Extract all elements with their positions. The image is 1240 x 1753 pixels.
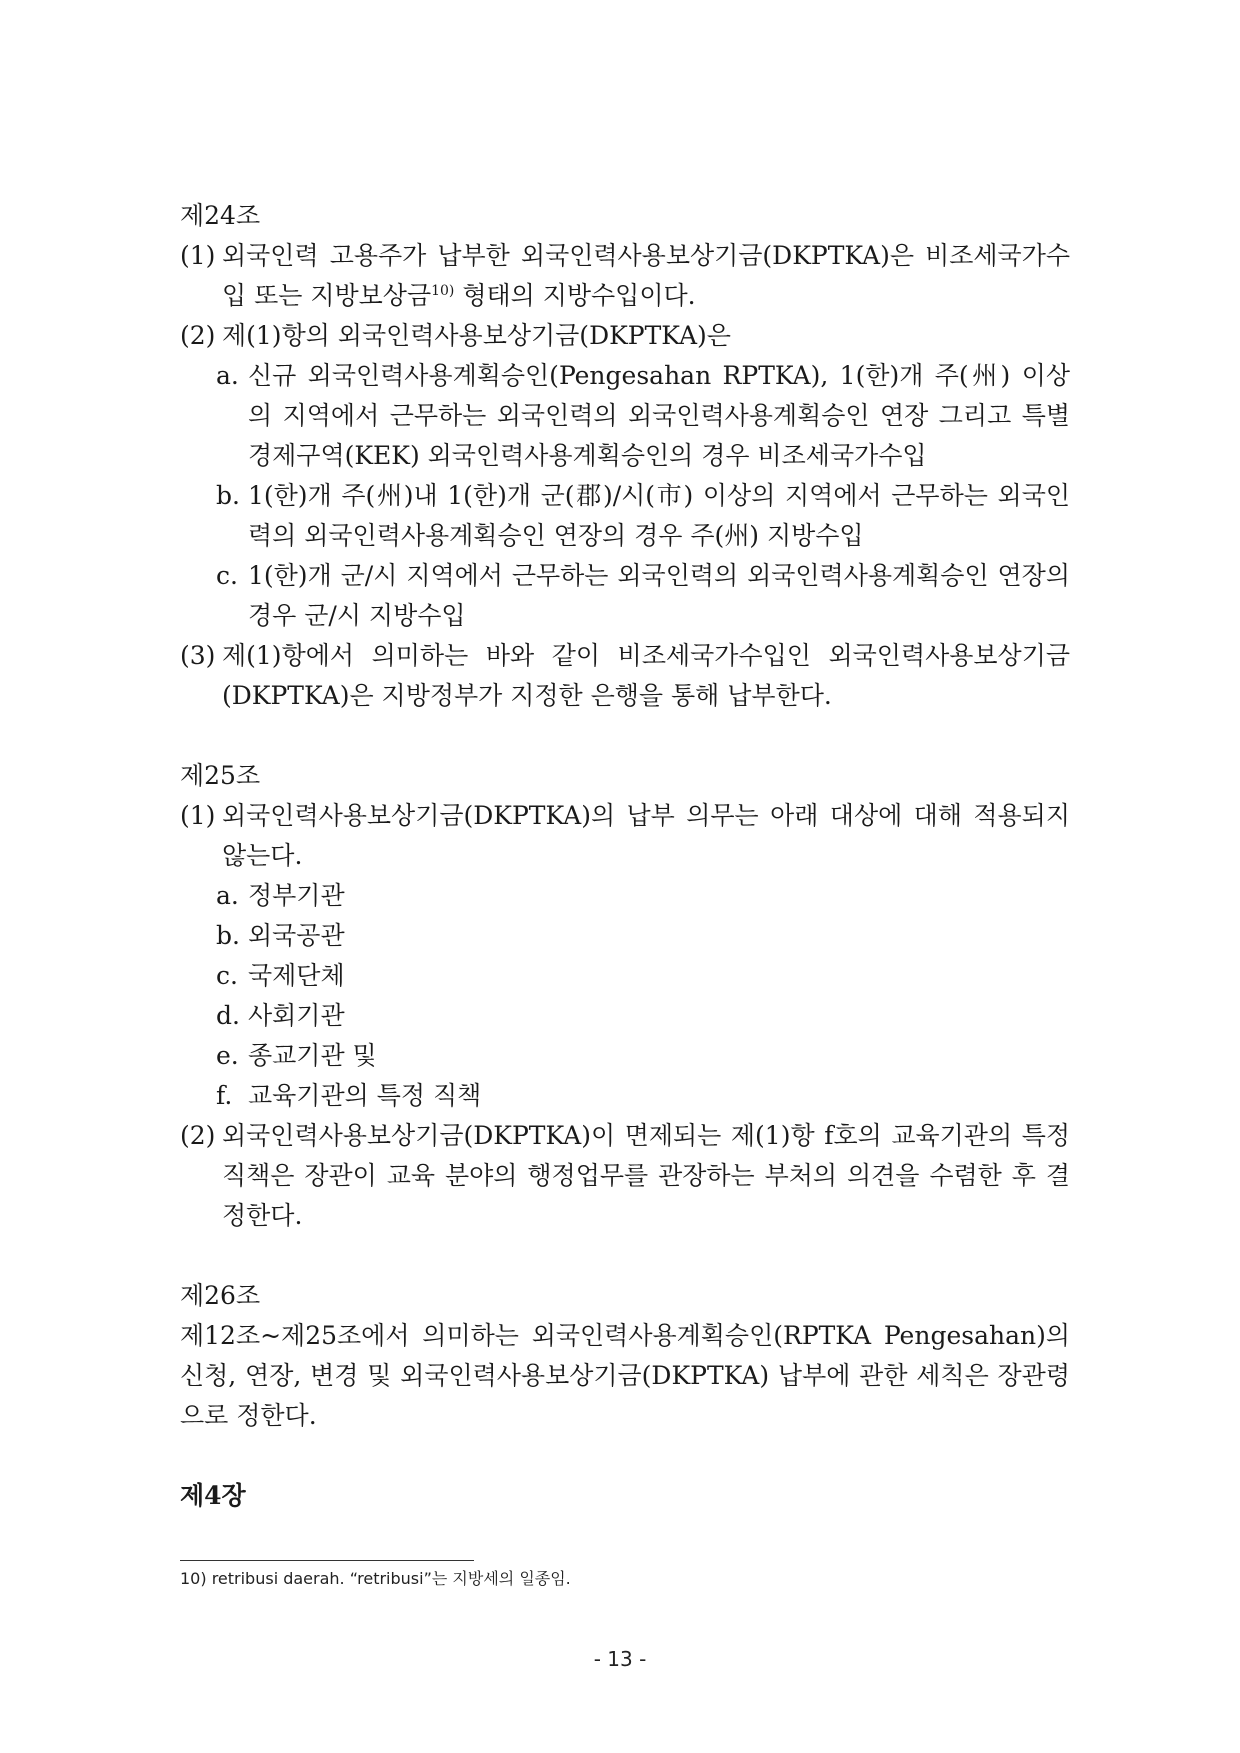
article-25-item-e <box>216 1036 1070 1076</box>
paragraph-text <box>222 236 1070 316</box>
footnote: 10) retribusi daerah. “retribusi”는 지방세의 일종임. <box>180 1569 571 1588</box>
item-letter: c. <box>216 561 238 590</box>
item-letter: f. <box>216 1081 233 1110</box>
item-text: 종교기관 및 <box>248 1041 377 1070</box>
article-24-paragraph-3 <box>180 636 1070 716</box>
paragraph-text: 외국인력사용보상기금(DKPTKA)의 납부 의무는 아래 대상에 대해 적용되지 않는다. <box>222 801 1070 870</box>
paragraph-text: 외국인력사용보상기금(DKPTKA)이 면제되는 제(1)항 f호의 교육기관의 특정 직책은 장관이 교육 분야의 행정업무를 관장하는 부처의 의견을 수렴한 후 결정한다. <box>222 1121 1070 1230</box>
paragraph-text: 제(1)항에서 의미하는 바와 같이 비조세국가수입인 외국인력사용보상기금(DKPTKA)은 지방정부가 지정한 은행을 통해 납부한다. <box>222 641 1070 710</box>
item-text: 1(한)개 주(州)내 1(한)개 군(郡)/시(市) 이상의 지역에서 근무하는 외국인력의 외국인력사용계획승인 연장의 경우 주(州) 지방수입 <box>248 481 1070 550</box>
footnote-divider <box>180 1560 474 1561</box>
item-text: 외국공관 <box>248 921 345 950</box>
item-letter: e. <box>216 1041 239 1070</box>
paragraph-number: (3) <box>180 641 216 670</box>
paragraph-number: (2) <box>180 321 216 350</box>
article-24-heading: 제24조 <box>180 201 261 230</box>
item-letter: c. <box>216 961 238 990</box>
item-text: 1(한)개 군/시 지역에서 근무하는 외국인력의 외국인력사용계획승인 연장의 경우 군/시 지방수입 <box>248 561 1070 630</box>
paragraph-text-main: 외국인력 고용주가 납부한 외국인력사용보상기금(DKPTKA)은 비조세국가수입 또는 지방보상금 <box>222 241 1070 310</box>
article-24-item-a <box>216 356 1070 476</box>
page-number: - 13 - <box>593 1647 647 1671</box>
article-24-paragraph-2 <box>180 316 1070 356</box>
item-letter: a. <box>216 881 239 910</box>
paragraph-number: (2) <box>180 1121 216 1150</box>
article-25-item-c <box>216 956 1070 996</box>
article-25-item-f <box>216 1076 1070 1116</box>
footnote-ref: 10) <box>431 283 455 299</box>
item-letter: b. <box>216 481 240 510</box>
paragraph-number: (1) <box>180 801 216 830</box>
item-text: 국제단체 <box>248 961 345 990</box>
item-letter: d. <box>216 1001 240 1030</box>
article-24-paragraph-1 <box>180 236 1070 316</box>
article-26-heading: 제26조 <box>180 1281 261 1310</box>
item-text: 교육기관의 특정 직책 <box>248 1081 482 1110</box>
paragraph-number: (1) <box>180 241 216 270</box>
article-25-item-a <box>216 876 1070 916</box>
article-26-text: 제12조~제25조에서 의미하는 외국인력사용계획승인(RPTKA Pengesahan)의 신청, 연장, 변경 및 외국인력사용보상기금(DKPTKA) 납부에 관한 세칙은 장관령으로 정한다. <box>180 1321 1070 1430</box>
chapter-heading: 제4장 <box>180 1481 246 1510</box>
article-24-item-b <box>216 476 1070 556</box>
article-25-paragraph-1 <box>180 796 1070 876</box>
item-letter: b. <box>216 921 240 950</box>
item-letter: a. <box>216 361 239 390</box>
document-body <box>180 196 1070 1516</box>
article-25-heading: 제25조 <box>180 761 261 790</box>
article-25-item-b <box>216 916 1070 956</box>
item-text: 사회기관 <box>248 1001 345 1030</box>
paragraph-text-tail: 형태의 지방수입이다. <box>454 281 696 310</box>
article-25-item-d <box>216 996 1070 1036</box>
item-text: 정부기관 <box>248 881 345 910</box>
item-text: 신규 외국인력사용계획승인(Pengesahan RPTKA), 1(한)개 주(州) 이상의 지역에서 근무하는 외국인력의 외국인력사용계획승인 연장 그리고 특별경제구역(KEK) 외국인력사용계획승인의 경우 비조세국가수입 <box>248 361 1070 470</box>
paragraph-text: 제(1)항의 외국인력사용보상기금(DKPTKA)은 <box>222 321 731 350</box>
article-25-paragraph-2 <box>180 1116 1070 1236</box>
article-24-item-c <box>216 556 1070 636</box>
